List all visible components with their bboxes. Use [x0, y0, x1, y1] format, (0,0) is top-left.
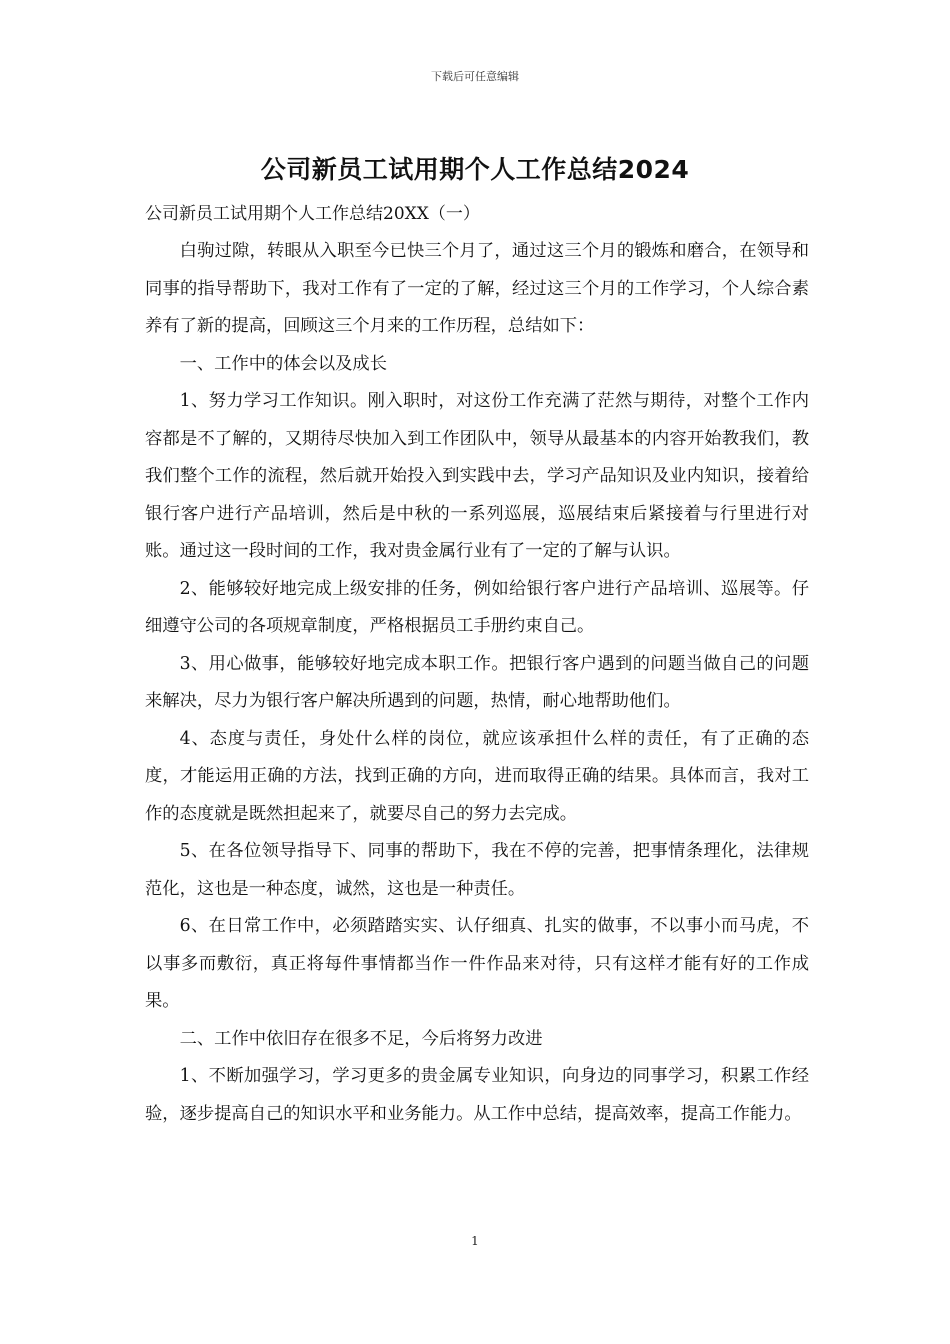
paragraph-improve-1: 1、不断加强学习，学习更多的贵金属专业知识，向身边的同事学习，积累工作经验，逐步提高自己的知识水平和业务能力。从工作中总结，提高效率，提高工作能力。 [145, 1066, 809, 1124]
section-heading-1: 一、工作中的体会以及成长 [179, 353, 387, 374]
header-note: 下载后可任意编辑 [431, 70, 519, 83]
paragraph-item-5: 5、在各位领导指导下、同事的帮助下，我在不停的完善，把事情条理化，法律规范化，这也是一种态度，诚然，这也是一种责任。 [145, 841, 809, 899]
paragraph-item-6: 6、在日常工作中，必须踏踏实实、认仔细真、扎实的做事，不以事小而马虎，不以事多而敷衍，真正将每件事情都当作一件作品来对待，只有这样才能有好的工作成果。 [145, 916, 809, 1011]
paragraph-intro: 白驹过隙，转眼从入职至今已快三个月了，通过这三个月的锻炼和磨合，在领导和同事的指导帮助下，我对工作有了一定的了解，经过这三个月的工作学习，个人综合素养有了新的提高，回顾这三个月来的工作历程，总结如下： [145, 241, 809, 336]
paragraph-item-3: 3、用心做事，能够较好地完成本职工作。把银行客户遇到的问题当做自己的问题来解决，尽力为银行客户解决所遇到的问题，热情，耐心地帮助他们。 [145, 653, 809, 711]
document-subtitle: 公司新员工试用期个人工作总结20XX（一） [145, 204, 480, 224]
section-heading-2: 二、工作中依旧存在很多不足，今后将努力改进 [179, 1028, 543, 1049]
paragraph-item-4: 4、态度与责任，身处什么样的岗位，就应该承担什么样的责任，有了正确的态度，才能运用正确的方法，找到正确的方向，进而取得正确的结果。具体而言，我对工作的态度就是既然担起来了，就要尽自己的努力去完成。 [145, 728, 809, 824]
document-body [145, 196, 809, 1133]
document-title: 公司新员工试用期个人工作总结2024 [260, 155, 690, 184]
paragraph-item-1: 1、努力学习工作知识。刚入职时，对这份工作充满了茫然与期待，对整个工作内容都是不了解的，又期待尽快加入到工作团队中，领导从最基本的内容开始教我们，教我们整个工作的流程，然后就开始投入到实践中去，学习产品知识及业内知识，接着给银行客户进行产品培训，然后是中秋的一系列巡展，巡展结束后紧接着与行里进行对账。通过这一段时间的工作，我对贵金属行业有了一定的了解与认识。 [145, 391, 809, 561]
page-number: 1 [471, 1234, 479, 1248]
paragraph-item-2: 2、能够较好地完成上级安排的任务，例如给银行客户进行产品培训、巡展等。仔细遵守公司的各项规章制度，严格根据员工手册约束自己。 [145, 578, 809, 636]
